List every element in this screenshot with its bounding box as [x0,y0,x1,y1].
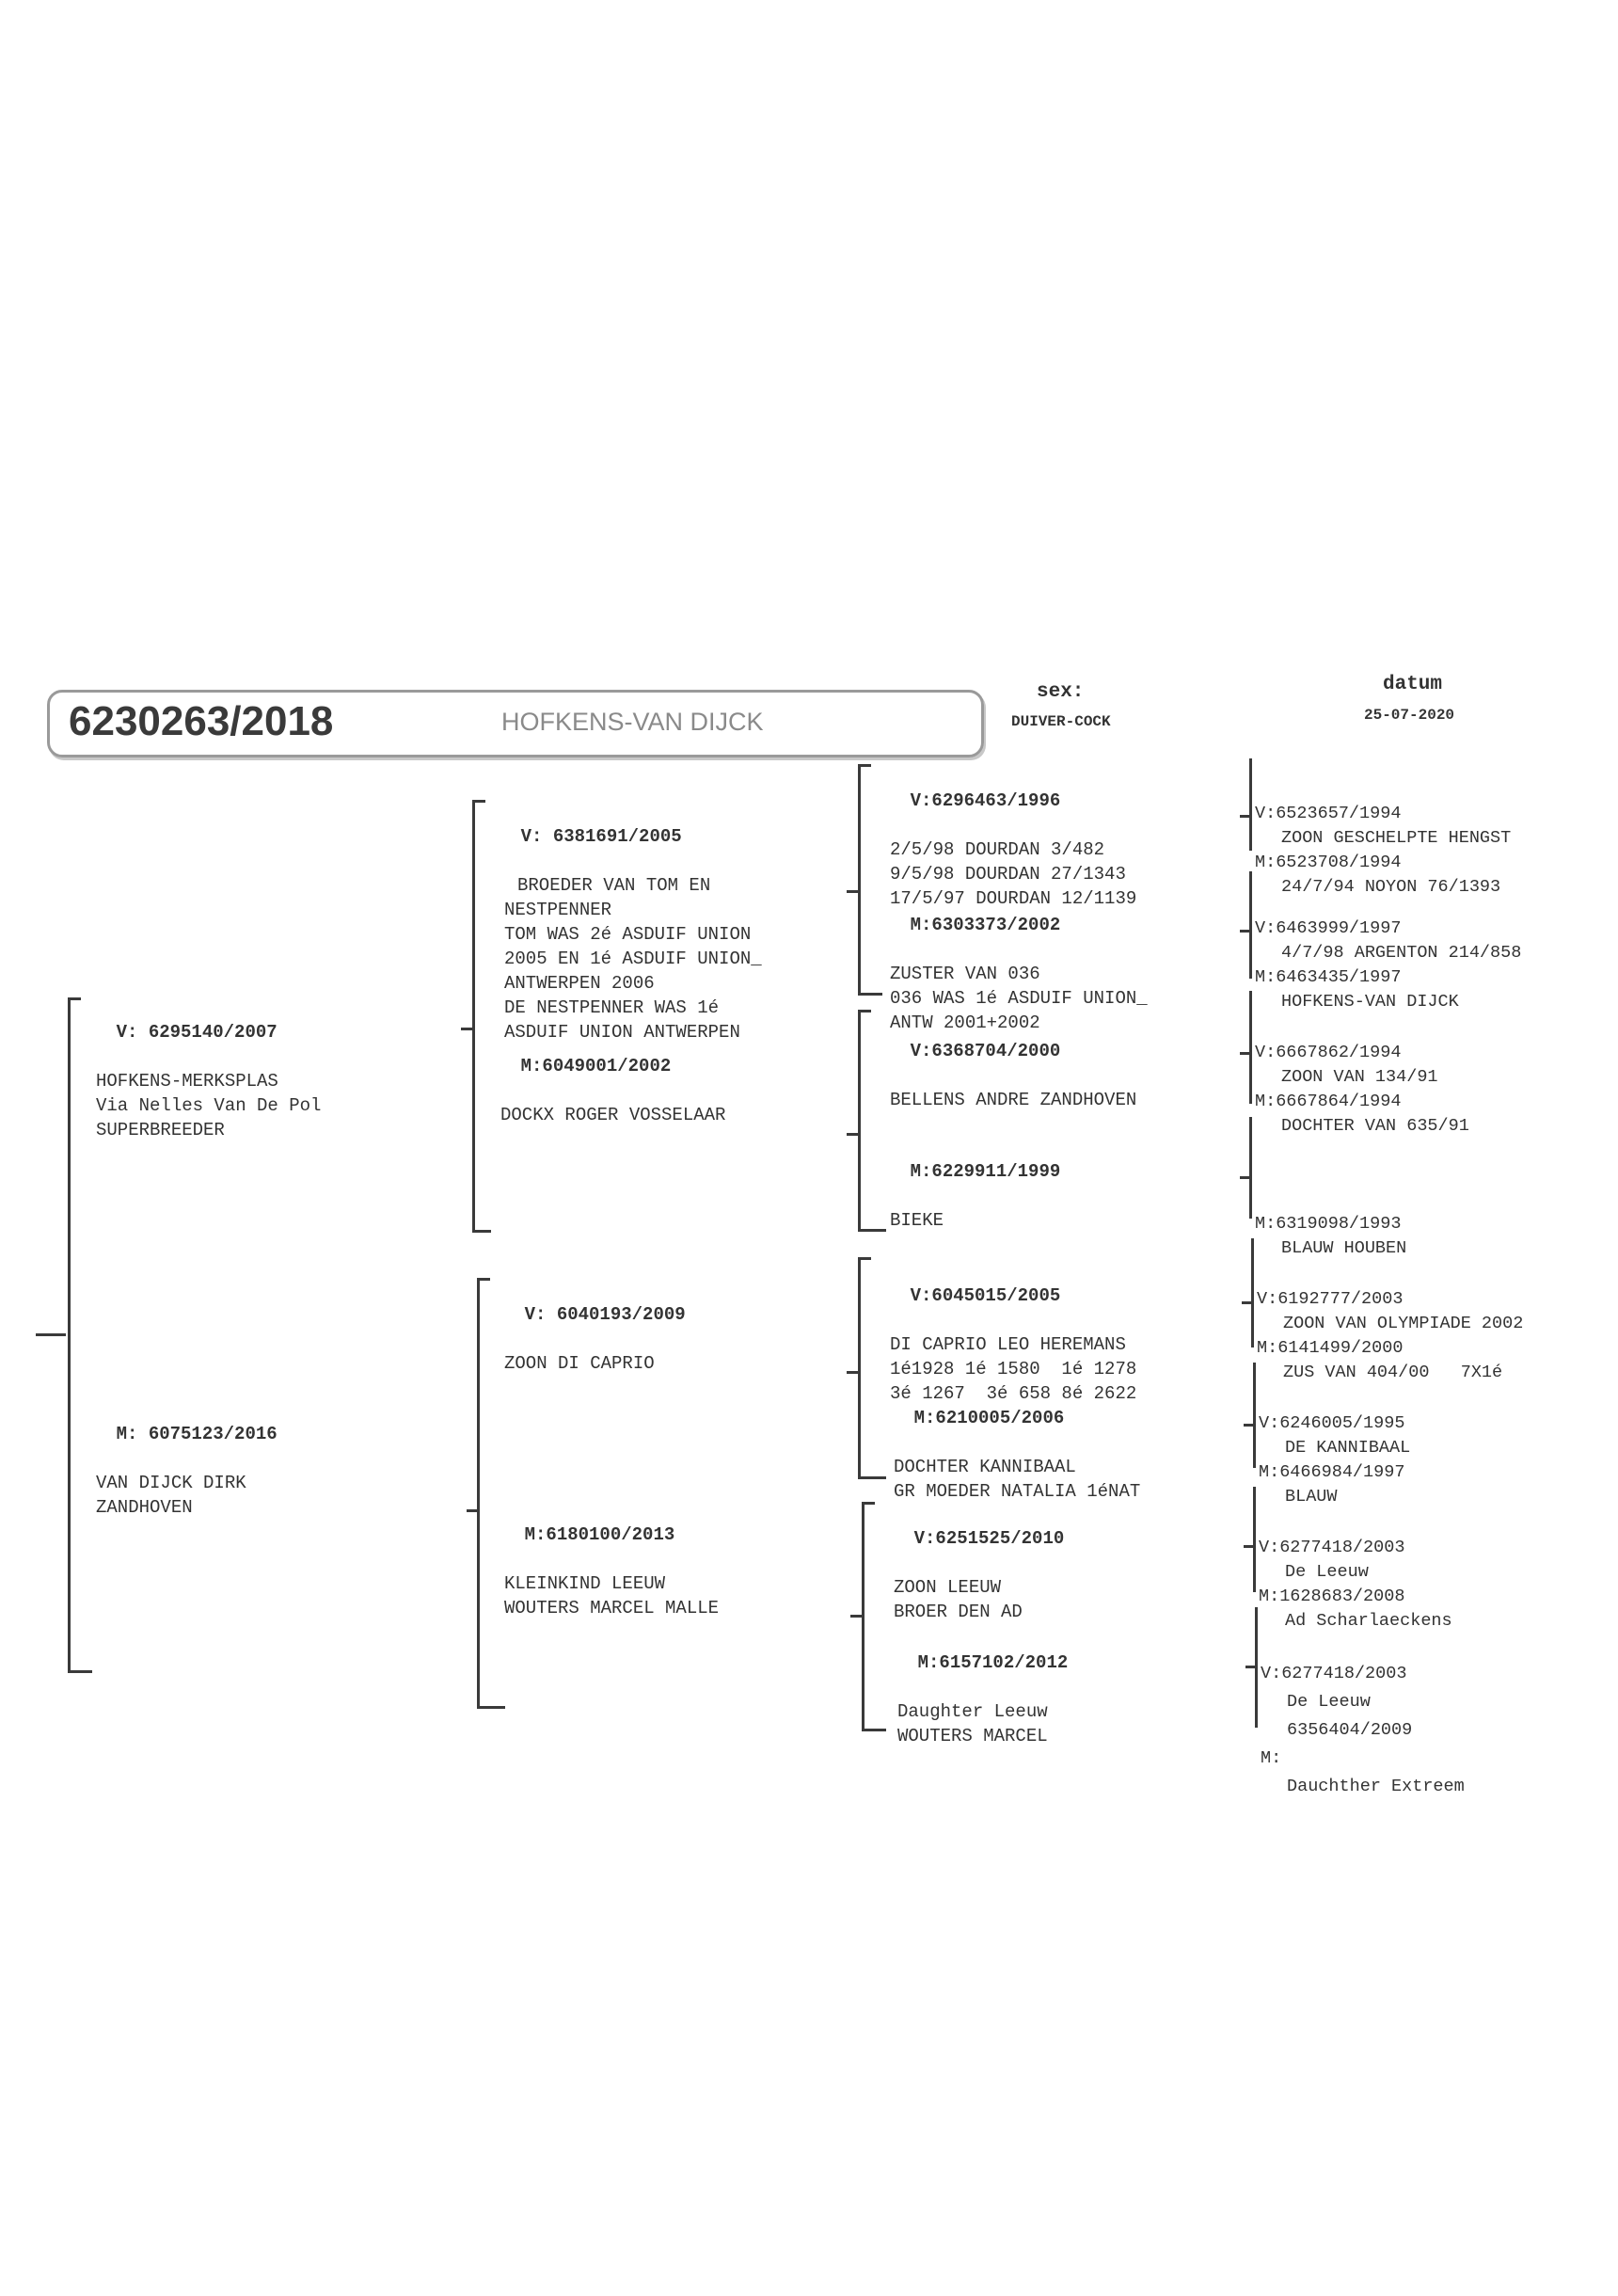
owner-name: HOFKENS-VAN DIJCK [501,708,764,736]
gen4-dam-ring: M:6466984/1997 [1259,1462,1405,1482]
gen4-sire-ring: V:6277418/2003 [1261,1664,1407,1683]
gen3-ring: 6296463/1996 [931,790,1061,811]
gen4-tick [1240,1052,1249,1055]
sire-sire-line: DE NESTPENNER WAS 1é [504,997,720,1018]
gen3-connector-4 [850,1615,862,1618]
gen3-entry-vvv: V:6296463/1996 2/5/98 DOURDAN 3/482 9/5/98 DOURDAN 27/1343 17/5/97 DOURDAN 12/1139 [867,764,1136,960]
gen3-ring: 6303373/2002 [931,915,1061,935]
gen4-line: DOCHTER VAN 635/91 [1281,1116,1469,1136]
gen4-sire-ring: V:6246005/1995 [1259,1413,1405,1433]
gen1-connector [36,1333,66,1336]
gen4-sire-ring: V:6277418/2003 [1259,1538,1405,1557]
gen3-line: 3é 1267 3é 658 8é 2622 [890,1383,1137,1404]
gen4-line: BLAUW HOUBEN [1281,1238,1407,1258]
dam-line: VAN DIJCK DIRK [96,1473,246,1493]
gen4-sire-ring: V:6667862/1994 [1255,1043,1402,1062]
gen3-line: BROER DEN AD [894,1602,1023,1622]
sire-sire-line: ASDUIF UNION ANTWERPEN [504,1022,740,1043]
sire-ring: 6295140/2007 [148,1022,278,1043]
gen4-line: DE KANNIBAAL [1285,1438,1411,1458]
sire-sire: V: 6381691/2005 BROEDER VAN TOM EN NESTPENNER TOM WAS 2é ASDUIF UNION 2005 EN 1é ASDUIF UNION_ ANTWERPEN 2006 DE NESTPENNER WAS 1é ASDUIF UNION ANTWERPEN [478,800,762,1093]
gen3-bracket-2 [858,1010,861,1232]
gen3-entry-mvv: V:6045015/2005 DI CAPRIO LEO HEREMANS 1é1928 1é 1580 1é 1278 3é 1267 3é 658 8é 2622 [867,1259,1136,1455]
gen4-tick [1240,815,1249,818]
gen4-dam-ring: M: [1261,1748,1282,1768]
gen1-bracket-bottom [68,1670,92,1673]
gen4-bracket-1 [1249,758,1252,851]
title-box [47,690,984,757]
gen4-line: HOFKENS-VAN DIJCK [1281,992,1459,1012]
gen4-tick [1244,1545,1253,1548]
gen4-dam-ring: M:6523708/1994 [1255,853,1402,872]
gen4-tick [1244,1424,1253,1427]
gen4-bracket-4 [1249,1117,1252,1219]
gen4-line: 6356404/2009 [1287,1720,1413,1740]
gen4-sire-ring: V:6523657/1994 [1255,804,1402,823]
gen3-line: 036 WAS 1é ASDUIF UNION_ [890,988,1148,1009]
gen2-bracket-bottom-foot [477,1706,505,1709]
gen3-line: WOUTERS MARCEL [897,1726,1048,1746]
sire-sire-line: BROEDER VAN TOM EN [517,875,711,896]
sire-dam: M:6049001/2002 DOCKX ROGER VOSSELAAR [478,1029,725,1176]
gen2-connector-top [461,1028,472,1030]
gen3-entry-mmv: V:6251525/2010 ZOON LEEUW BROER DEN AD [871,1502,1064,1673]
dam-line: ZANDHOVEN [96,1497,193,1518]
dam-dam: M:6180100/2013 KLEINKIND LEEUW WOUTERS MARCEL MALLE [482,1498,719,1669]
gen3-line: 1é1928 1é 1580 1é 1278 [890,1359,1137,1379]
gen4-tick [1242,1301,1251,1304]
dam-dam-ring: 6180100/2013 [546,1524,675,1545]
dam-dam-line: WOUTERS MARCEL MALLE [504,1598,720,1618]
date-value: 25-07-2020 [1364,707,1455,724]
gen4-dam-ring: M:6463435/1997 [1255,967,1402,987]
sex-label: sex: [1037,681,1085,703]
gen4-line: 4/7/98 ARGENTON 214/858 [1281,943,1522,963]
sire-dam-line: DOCKX ROGER VOSSELAAR [500,1105,726,1125]
sire-line: SUPERBREEDER [96,1120,225,1140]
dam: M: 6075123/2016 VAN DIJCK DIRK ZANDHOVEN [73,1397,278,1569]
sire-line: HOFKENS-MERKSPLAS [96,1071,278,1092]
gen3-line: BIEKE [890,1210,944,1231]
dam-sire-ring: 6040193/2009 [556,1304,686,1325]
gen4-bracket-5 [1251,1238,1254,1347]
gen3-bracket-4 [862,1502,865,1731]
gen3-line: BELLENS ANDRE ZANDHOVEN [890,1090,1137,1110]
gen3-line: 17/5/97 DOURDAN 12/1139 [890,888,1137,909]
gen3-connector-1 [847,890,858,893]
gen4-line: ZOON GESCHELPTE HENGST [1281,828,1512,848]
gen2-connector-bottom [467,1509,478,1512]
gen4-line: 24/7/94 NOYON 76/1393 [1281,877,1501,897]
gen3-entry-mmm: M:6157102/2012 Daughter Leeuw WOUTERS MARCEL [875,1626,1068,1797]
gen4-bracket-7 [1253,1487,1256,1592]
gen3-ring: 6045015/2005 [931,1285,1061,1306]
gen2-bracket-top [472,800,475,1233]
gen3-line: Daughter Leeuw [897,1701,1048,1722]
gen2-bracket-top-foot [472,1230,491,1233]
dam-ring: 6075123/2016 [148,1424,278,1444]
gen3-entry-mvm: M:6210005/2006 DOCHTER KANNIBAAL GR MOEDER NATALIA 1éNAT [871,1381,1140,1553]
dam-sire: V: 6040193/2009 ZOON DI CAPRIO [482,1278,686,1425]
gen4-bracket-2 [1249,871,1252,979]
sex-value: DUIVER-COCK [1011,713,1111,730]
gen3-line: ZOON LEEUW [894,1577,1002,1598]
sire-sire-line: TOM WAS 2é ASDUIF UNION [504,924,752,945]
gen3-connector-2 [847,1133,858,1136]
gen4-bracket-8 [1255,1607,1258,1728]
gen4-bracket-6 [1253,1363,1256,1468]
gen4-pair-3 [1255,992,1469,1188]
sire: V: 6295140/2007 HOFKENS-MERKSPLAS Via Nelles Van De Pol SUPERBREEDER [73,996,321,1191]
gen3-line: 9/5/98 DOURDAN 27/1343 [890,864,1126,885]
gen4-dam-ring: M:1628683/2008 [1259,1586,1405,1606]
gen4-bracket-3 [1249,991,1252,1104]
gen3-ring: 6157102/2012 [939,1652,1069,1673]
gen4-pair-8 [1261,1603,1465,1858]
pigeon-ring-number: 6230263/2018 [69,698,334,744]
gen3-bracket-1 [858,764,861,996]
gen4-line: Ad Scharlaeckens [1285,1611,1452,1631]
gen3-ring: 6368704/2000 [931,1041,1061,1061]
sire-line: Via Nelles Van De Pol [96,1095,322,1116]
sire-sire-ring: 6381691/2005 [552,826,682,847]
gen4-line: De Leeuw [1285,1562,1369,1582]
gen3-line: DOCHTER KANNIBAAL [894,1457,1076,1477]
gen4-line: Dauchther Extreem [1287,1777,1465,1796]
gen4-tick [1240,1176,1249,1179]
gen4-line: ZOON VAN 134/91 [1281,1067,1438,1087]
dam-sire-line: ZOON DI CAPRIO [504,1353,655,1374]
gen4-tick [1245,1666,1255,1668]
gen3-entry-vmm: M:6229911/1999 BIEKE [867,1135,1060,1282]
gen4-line: BLAUW [1285,1487,1338,1507]
sire-sire-line: ANTWERPEN 2006 [504,973,655,994]
gen1-bracket [68,997,71,1673]
date-label: datum [1383,674,1443,695]
gen4-dam-ring: M:6667864/1994 [1255,1092,1402,1111]
gen4-dam-ring: M:6141499/2000 [1257,1338,1404,1358]
gen4-sire-ring: V:6463999/1997 [1255,918,1402,938]
gen3-ring: 6251525/2010 [935,1528,1065,1549]
gen4-tick [1240,930,1249,933]
gen3-line: 2/5/98 DOURDAN 3/482 [890,839,1105,860]
gen3-line: GR MOEDER NATALIA 1éNAT [894,1481,1141,1502]
gen4-line: De Leeuw [1287,1692,1371,1712]
gen4-line: ZUS VAN 404/00 7X1é [1283,1363,1503,1382]
gen4-sire-ring: V:6192777/2003 [1257,1289,1404,1309]
sire-sire-line: 2005 EN 1é ASDUIF UNION_ [504,949,762,969]
gen3-line: DI CAPRIO LEO HEREMANS [890,1334,1126,1355]
gen2-bracket-bottom [477,1278,480,1709]
gen3-line: ANTW 2001+2002 [890,1012,1040,1033]
gen4-dam-ring: M:6319098/1993 [1255,1214,1402,1234]
gen3-ring: 6229911/1999 [931,1161,1061,1182]
gen3-entry-vvm: M:6303373/2002 ZUSTER VAN 036 036 WAS 1é ASDUIF UNION_ ANTW 2001+2002 [867,888,1148,1084]
dam-dam-line: KLEINKIND LEEUW [504,1573,666,1594]
gen3-bracket-3 [858,1257,861,1479]
gen3-entry-vmv: V:6368704/2000 BELLENS ANDRE ZANDHOVEN [867,1014,1136,1161]
gen3-connector-3 [847,1371,858,1374]
gen4-line: ZOON VAN OLYMPIADE 2002 [1283,1314,1524,1333]
sire-dam-ring: 6049001/2002 [542,1056,672,1076]
gen3-ring: 6210005/2006 [935,1408,1065,1428]
gen3-line: ZUSTER VAN 036 [890,964,1040,984]
sire-sire-line: NESTPENNER [504,900,612,920]
